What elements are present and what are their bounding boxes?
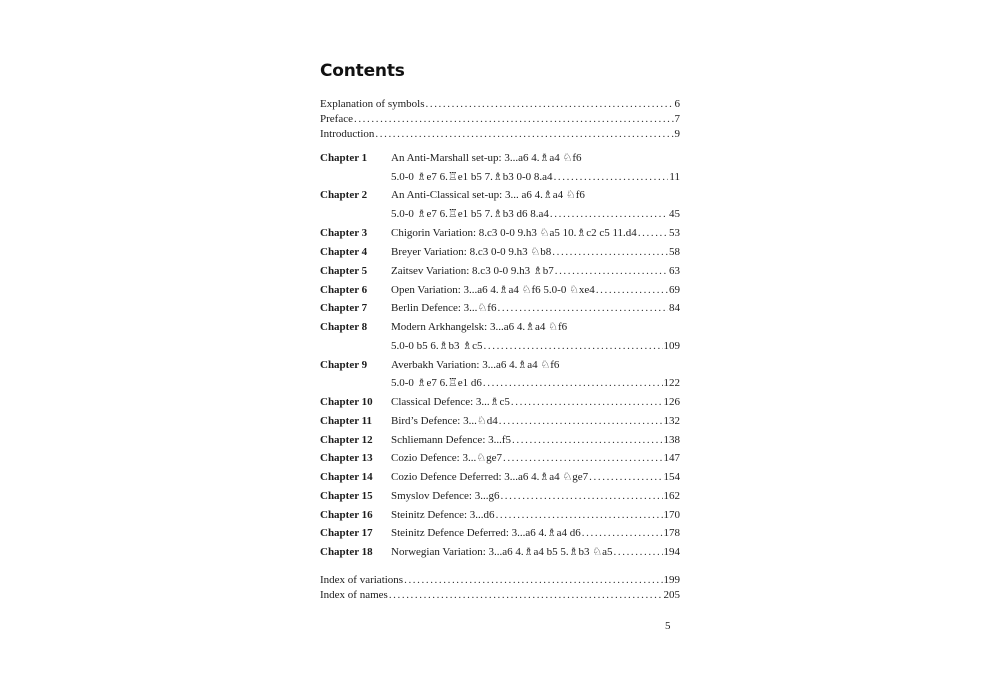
toc-entry-back <box>320 587 680 604</box>
toc-page-number: 154 <box>663 471 680 483</box>
toc-entry-front <box>320 126 680 143</box>
chapter-title: Open Variation: 3...a6 4.♗a4 ♘f6 5.0-0 ♘xe4 <box>391 284 595 296</box>
chapter-label: Chapter 11 <box>320 415 373 427</box>
chapter-title: Norwegian Variation: 3...a6 4.♗a4 b5 5.♗b3 ♘a5 <box>391 546 613 558</box>
toc-chapter-entry <box>320 432 680 449</box>
chapter-title: Zaitsev Variation: 8.c3 0-0 9.h3 ♗b7 <box>391 265 554 277</box>
leader-dots <box>589 469 662 486</box>
chapter-title: Cozio Defence: 3...♘ge7 <box>391 452 502 464</box>
chapter-label: Chapter 1 <box>320 152 368 164</box>
toc-chapter-entry <box>320 282 680 299</box>
page-number: 5 <box>665 620 671 632</box>
toc-page-number: 63 <box>669 265 680 277</box>
chapter-title: Steinitz Defence Deferred: 3...a6 4.♗a4 d6 <box>391 527 581 539</box>
chapter-title: Steinitz Defence: 3...d6 <box>391 509 495 521</box>
leader-dots <box>375 126 673 143</box>
leader-dots <box>497 300 668 317</box>
leader-dots <box>512 432 662 449</box>
chapter-label: Chapter 3 <box>320 227 368 239</box>
chapter-label: Chapter 17 <box>320 527 373 539</box>
toc-page-number: 53 <box>669 227 680 239</box>
chapter-label: Chapter 14 <box>320 471 373 483</box>
chapter-label: Chapter 12 <box>320 434 373 446</box>
toc-page-number: 138 <box>663 434 680 446</box>
toc-chapter-entry <box>320 469 680 486</box>
leader-dots <box>554 169 669 186</box>
toc-chapter-continuation <box>320 375 680 392</box>
chapter-label: Chapter 16 <box>320 509 373 521</box>
leader-dots <box>555 263 668 280</box>
toc-chapter-entry <box>320 150 680 167</box>
toc-chapter-continuation <box>320 206 680 223</box>
toc-chapter-entry <box>320 300 680 317</box>
chapter-label: Chapter 9 <box>320 359 368 371</box>
leader-dots <box>550 206 668 223</box>
toc-chapter-entry <box>320 525 680 542</box>
toc-page-number: 84 <box>669 302 680 314</box>
chapter-label: Chapter 18 <box>320 546 373 558</box>
leader-dots <box>483 375 663 392</box>
toc-chapter-entry <box>320 263 680 280</box>
toc-page-number: 162 <box>663 490 680 502</box>
toc-page-number: 205 <box>663 589 680 601</box>
leader-dots <box>499 413 663 430</box>
toc-entry-title: Index of names <box>320 589 388 601</box>
toc-page-number: 58 <box>669 246 680 258</box>
toc-entry-title: Explanation of symbols <box>320 98 425 110</box>
toc-chapter-continuation <box>320 169 680 186</box>
toc-page-number: 109 <box>663 340 680 352</box>
chapter-title-cont: 5.0-0 b5 6.♗b3 ♗c5 <box>391 340 483 352</box>
toc-entry-title: Preface <box>320 113 353 125</box>
chapter-title: Chigorin Variation: 8.c3 0-0 9.h3 ♘a5 10.♗c2 c5 11.d4 <box>391 227 637 239</box>
toc-entry-title: Index of variations <box>320 574 404 586</box>
chapter-title: An Anti-Marshall set-up: 3...a6 4.♗a4 ♘f6 <box>391 152 582 164</box>
chapter-label: Chapter 13 <box>320 452 373 464</box>
toc-page-number: 69 <box>669 284 680 296</box>
chapter-title: Bird’s Defence: 3...♘d4 <box>391 415 498 427</box>
toc-page-number: 126 <box>663 396 680 408</box>
toc-page-number: 9 <box>674 128 680 140</box>
toc-page-number: 122 <box>663 377 680 389</box>
chapter-label: Chapter 7 <box>320 302 368 314</box>
toc-page-number: 194 <box>663 546 680 558</box>
toc-chapter-entry <box>320 450 680 467</box>
page-title: Contents <box>320 61 405 81</box>
chapter-title: Breyer Variation: 8.c3 0-0 9.h3 ♘b8 <box>391 246 552 258</box>
toc-chapter-entry <box>320 507 680 524</box>
leader-dots <box>552 244 668 261</box>
leader-dots <box>638 225 668 242</box>
leader-dots <box>503 450 663 467</box>
chapter-label: Chapter 5 <box>320 265 368 277</box>
toc-chapter-entry <box>320 357 680 374</box>
leader-dots <box>511 394 663 411</box>
toc-chapter-entry <box>320 413 680 430</box>
chapter-label: Chapter 8 <box>320 321 368 333</box>
chapter-title: Classical Defence: 3...♗c5 <box>391 396 510 408</box>
chapter-label: Chapter 15 <box>320 490 373 502</box>
chapter-title: Smyslov Defence: 3...g6 <box>391 490 500 502</box>
chapter-label: Chapter 2 <box>320 189 368 201</box>
toc-page-number: 45 <box>669 208 680 220</box>
toc-page-number: 147 <box>663 452 680 464</box>
toc-chapter-continuation <box>320 338 680 355</box>
leader-dots <box>496 507 663 524</box>
toc-page-number: 132 <box>663 415 680 427</box>
toc-page-number: 178 <box>663 527 680 539</box>
leader-dots <box>596 282 668 299</box>
chapter-title: Schliemann Defence: 3...f5 <box>391 434 512 446</box>
toc-chapter-entry <box>320 544 680 561</box>
chapter-label: Chapter 6 <box>320 284 368 296</box>
chapter-title-cont: 5.0-0 ♗e7 6.♖e1 b5 7.♗b3 d6 8.a4 <box>391 208 549 220</box>
toc-page-number: 170 <box>663 509 680 521</box>
chapter-label: Chapter 10 <box>320 396 373 408</box>
chapter-title: An Anti-Classical set-up: 3... a6 4.♗a4 ♘f6 <box>391 189 585 201</box>
toc-page-number: 199 <box>663 574 680 586</box>
leader-dots <box>582 525 663 542</box>
toc-entry-title: Introduction <box>320 128 375 140</box>
toc-page-number: 7 <box>674 113 680 125</box>
toc-chapter-entry <box>320 225 680 242</box>
leader-dots <box>614 544 663 561</box>
toc-chapter-entry <box>320 244 680 261</box>
chapter-title: Modern Arkhangelsk: 3...a6 4.♗a4 ♘f6 <box>391 321 568 333</box>
toc-chapter-entry <box>320 394 680 411</box>
toc-page-number: 11 <box>669 171 680 183</box>
chapter-label: Chapter 4 <box>320 246 368 258</box>
chapter-title-cont: 5.0-0 ♗e7 6.♖e1 b5 7.♗b3 0-0 8.a4 <box>391 171 553 183</box>
chapter-title-cont: 5.0-0 ♗e7 6.♖e1 d6 <box>391 377 482 389</box>
leader-dots <box>500 488 662 505</box>
toc-chapter-entry <box>320 488 680 505</box>
toc-chapter-entry <box>320 187 680 204</box>
chapter-title: Berlin Defence: 3...♘f6 <box>391 302 497 314</box>
toc-chapter-entry <box>320 319 680 336</box>
leader-dots <box>389 587 663 604</box>
toc-page-number: 6 <box>674 98 680 110</box>
chapter-title: Averbakh Variation: 3...a6 4.♗a4 ♘f6 <box>391 359 560 371</box>
leader-dots <box>484 338 663 355</box>
chapter-title: Cozio Defence Deferred: 3...a6 4.♗a4 ♘ge7 <box>391 471 589 483</box>
